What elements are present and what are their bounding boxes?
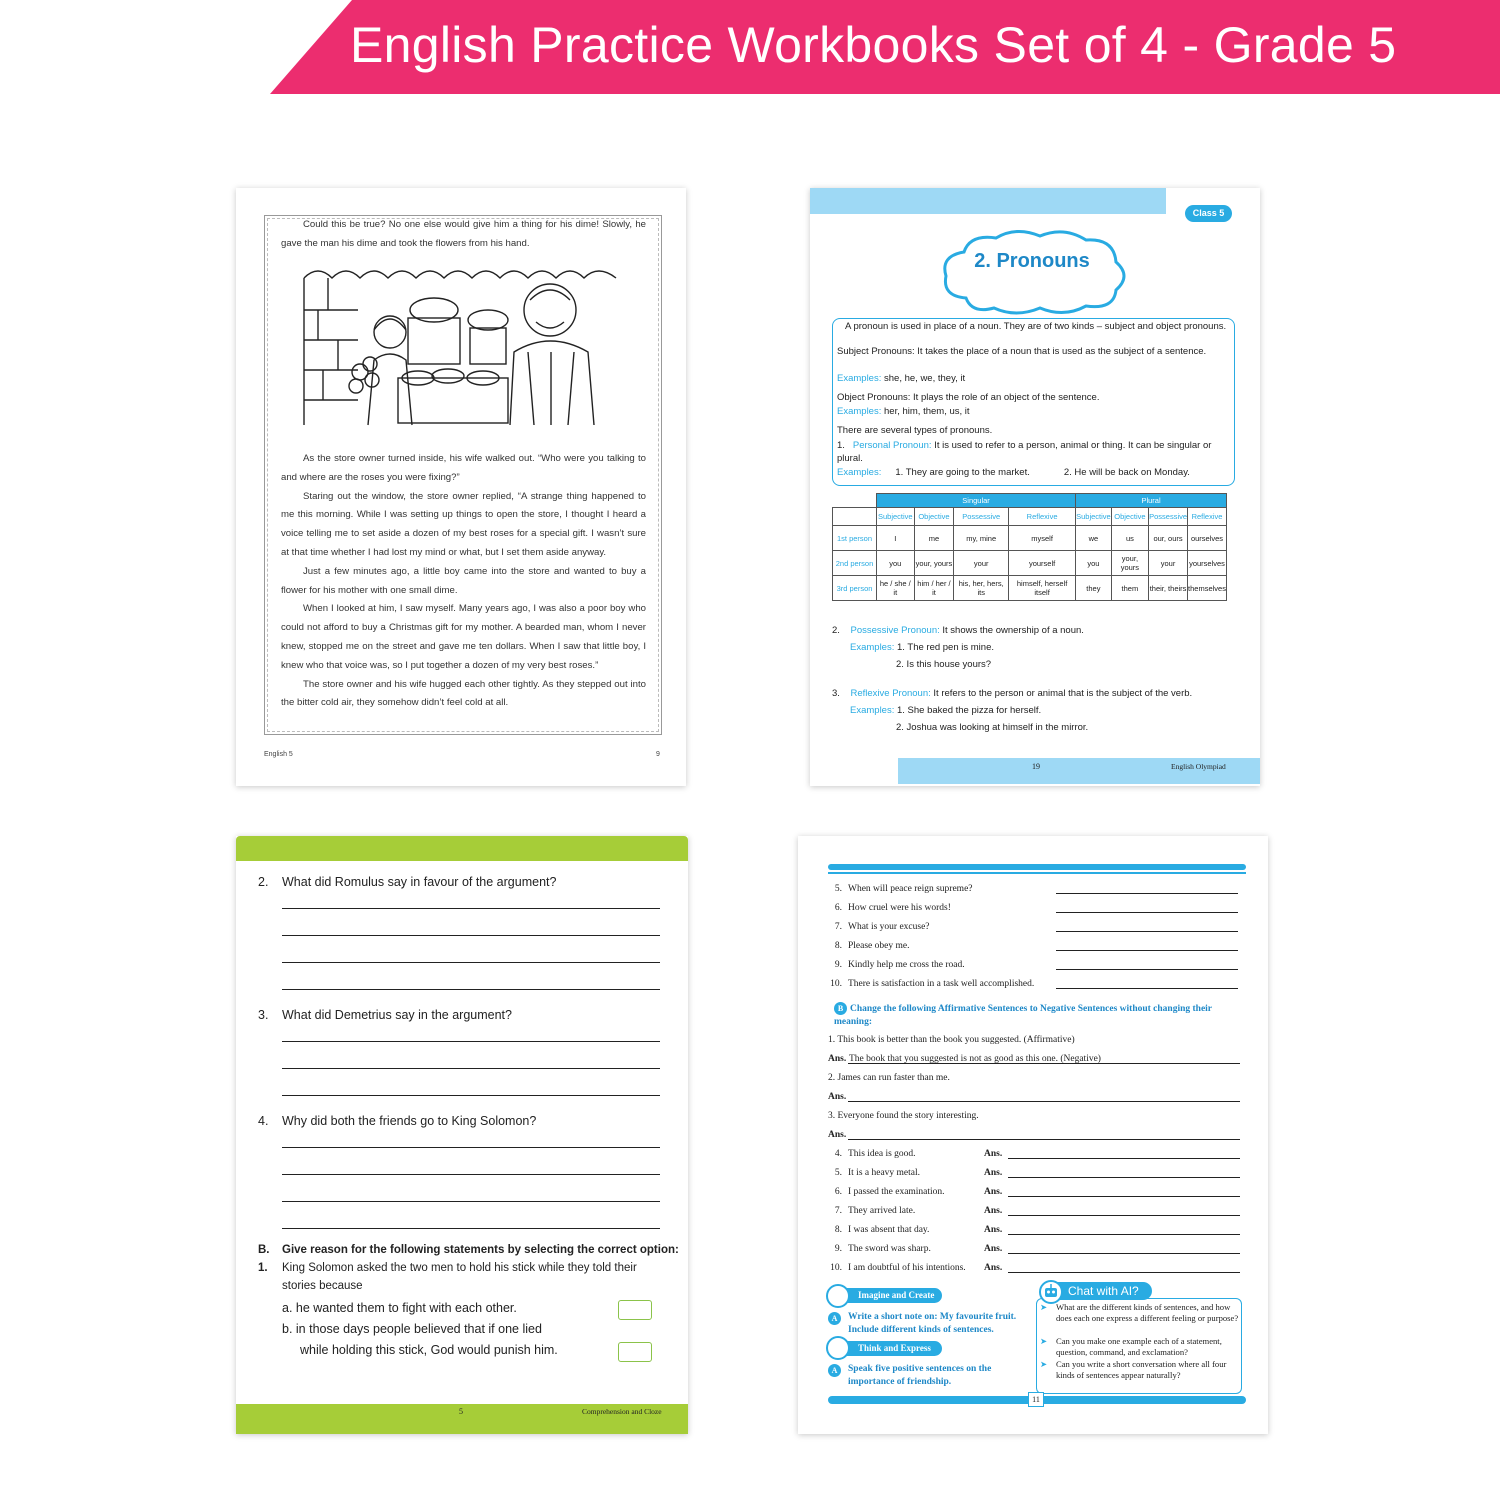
head-icon	[826, 1336, 850, 1360]
answer-line[interactable]	[1056, 969, 1238, 970]
section-b-heading: B. Give reason for the following statements by selecting the correct option:	[258, 1244, 679, 1256]
ans-label: Ans.	[828, 1130, 847, 1140]
answer-line[interactable]	[282, 1228, 660, 1229]
list-item: 10. There is satisfaction in a task well accomplished.	[830, 979, 1035, 989]
answer-line[interactable]	[282, 962, 660, 963]
ans-label: Ans.	[984, 1206, 1003, 1216]
reflexive-example-1: Examples: 1. She baked the pizza for herself.	[850, 705, 1042, 716]
list-item: 5. It is a heavy metal.	[834, 1168, 921, 1178]
definition-text: A pronoun is used in place of a noun. They are of two kinds – subject and object pronouns.	[845, 321, 1227, 332]
ans-label: Ans.	[828, 1054, 847, 1064]
top-rule	[828, 864, 1246, 870]
subject-pronoun-text: Subject Pronouns: It takes the place of a noun that is used as the subject of a sentence.	[837, 346, 1207, 357]
story-body	[281, 450, 646, 713]
answer-line[interactable]	[1056, 931, 1238, 932]
ans-label: Ans.	[984, 1187, 1003, 1197]
list-item: 5. When will peace reign supreme?	[834, 884, 973, 894]
column-header: Possessive	[954, 508, 1009, 526]
table-cell: we	[1076, 526, 1112, 551]
b1-statement-line-1: King Solomon asked the two men to hold his stick while they told their	[282, 1262, 637, 1274]
list-item: 7. What is your excuse?	[834, 922, 930, 932]
personal-pronoun-text: 1. Personal Pronoun: It is used to refer to a person, animal or thing. It can be singular or plural.	[837, 440, 1212, 464]
ai-prompt: ➤ Can you make one example each of a statement, question, command, and exclamation?	[1042, 1336, 1240, 1358]
personal-examples: Examples: 1. They are going to the market. 2. He will be back on Monday.	[837, 467, 1190, 478]
answer-line[interactable]	[1008, 1177, 1240, 1178]
group-singular: Singular	[877, 494, 1076, 508]
answer-line[interactable]	[1008, 1253, 1240, 1254]
table-cell: you	[877, 551, 915, 576]
table-cell: your, yours	[914, 551, 954, 576]
table-cell: ourselves	[1188, 526, 1227, 551]
types-text: There are several types of pronouns.	[837, 425, 993, 436]
pronoun-title: 2. Pronouns	[974, 250, 1090, 272]
story-intro: Could this be true? No one else would give him a thing for his dime! Slowly, he gave the man his dime and took the flowers from his hand.	[281, 219, 646, 249]
option-b-line-2: while holding this stick, God would punish him.	[300, 1343, 558, 1357]
think-badge: A	[828, 1364, 844, 1378]
list-item: 9. Kindly help me cross the road.	[834, 960, 965, 970]
list-item: 6. How cruel were his words!	[834, 903, 951, 913]
ai-prompt: ➤ Can you write a short conversation where all four kinds of sentences appear naturally?	[1042, 1359, 1240, 1381]
table-cell: myself	[1009, 526, 1076, 551]
answer-line[interactable]	[282, 908, 660, 909]
answer-line[interactable]	[282, 935, 660, 936]
column-header: Objective	[914, 508, 954, 526]
question-top-bar	[236, 836, 688, 861]
table-cell: his, her, hers, its	[954, 576, 1009, 601]
answer-line[interactable]	[282, 1068, 660, 1069]
possessive-example-2: 2. Is this house yours?	[896, 659, 992, 670]
list-item: 4. This idea is good.	[834, 1149, 916, 1159]
b3-sentence: 3. Everyone found the story interesting.	[828, 1111, 979, 1121]
answer-line[interactable]	[848, 1063, 1240, 1064]
answer-line[interactable]	[1056, 893, 1238, 894]
class-badge: Class 5	[1185, 205, 1232, 222]
ans-label: Ans.	[984, 1244, 1003, 1254]
answer-line[interactable]	[1008, 1215, 1240, 1216]
table-cell: themselves	[1188, 576, 1227, 601]
list-item: 9. The sword was sharp.	[834, 1244, 931, 1254]
table-cell: them	[1111, 576, 1148, 601]
table-cell: us	[1111, 526, 1148, 551]
list-item: 6. I passed the examination.	[834, 1187, 945, 1197]
story-paragraph: Staring out the window, the store owner replied, “A strange thing happened to me this morning. While I was setting up things to open the store, I thought I heard a voice telling me to set aside a dozen of my best roses for a special gift. I wasn’t sure at that time whether I had lost my mind or what, but I set them aside anyway.	[281, 490, 646, 558]
table-blank	[833, 508, 877, 526]
imagine-create-pill: Imagine and Create	[830, 1288, 942, 1303]
table-cell: our, ours	[1149, 526, 1188, 551]
ai-prompt: ➤ What are the different kinds of sentences, and how does each one express a different feeling or purpose?	[1042, 1302, 1240, 1324]
ans-label: Ans.	[984, 1263, 1003, 1273]
question-footer-name: Comprehension and Cloze	[582, 1407, 662, 1416]
table-cell: your	[1149, 551, 1188, 576]
table-cell: they	[1076, 576, 1112, 601]
question-page	[236, 836, 688, 1434]
imagine-badge: A	[828, 1312, 844, 1326]
robot-icon	[1039, 1280, 1063, 1304]
column-header: Subjective	[1076, 508, 1112, 526]
table-cell: your	[954, 551, 1009, 576]
story-footer-left: English 5	[264, 751, 293, 758]
list-item: 8. Please obey me.	[834, 941, 910, 951]
row-header: 2nd person	[833, 551, 877, 576]
possessive-pronoun-text: 2. Possessive Pronoun: It shows the ownership of a noun.	[832, 625, 1084, 636]
option-b-checkbox[interactable]	[618, 1342, 652, 1362]
answer-line[interactable]	[1008, 1196, 1240, 1197]
story-paragraph: Just a few minutes ago, a little boy came into the store and wanted to buy a flower for his mother with one small dime.	[281, 565, 646, 596]
pronoun-footer-name: English Olympiad	[1171, 762, 1226, 771]
object-examples: Examples: her, him, them, us, it	[837, 406, 970, 417]
table-cell: he / she / it	[877, 576, 915, 601]
story-page	[236, 188, 686, 786]
imagine-prompt: Write a short note on: My favourite fruit. Include different kinds of sentences.	[848, 1312, 1017, 1335]
ans-label: Ans.	[984, 1168, 1003, 1178]
answer-line[interactable]	[1056, 950, 1238, 951]
answer-line[interactable]	[1056, 912, 1238, 913]
answer-line[interactable]	[1056, 988, 1238, 989]
table-cell: yourselves	[1188, 551, 1227, 576]
table-cell: yourself	[1009, 551, 1076, 576]
table-cell: my, mine	[954, 526, 1009, 551]
table-cell: I	[877, 526, 915, 551]
reflexive-pronoun-text: 3. Reflexive Pronoun: It refers to the person or animal that is the subject of the verb.	[832, 688, 1193, 699]
table-cell: your, yours	[1111, 551, 1148, 576]
list-item: 8. I was absent that day.	[834, 1225, 930, 1235]
answer-line[interactable]	[1008, 1272, 1240, 1273]
think-express-pill: Think and Express	[830, 1341, 942, 1356]
answer-line[interactable]	[1008, 1158, 1240, 1159]
subject-examples: Examples: she, he, we, they, it	[837, 373, 966, 384]
table-row	[833, 526, 1227, 551]
story-page-number: 9	[656, 751, 660, 758]
option-a-checkbox[interactable]	[618, 1300, 652, 1320]
answer-line[interactable]	[282, 1201, 660, 1202]
table-row	[833, 551, 1227, 576]
top-rule-thin	[828, 872, 1246, 874]
answer-line[interactable]	[282, 1174, 660, 1175]
column-header: Subjective	[877, 508, 915, 526]
b1-statement-line-2: stories because	[282, 1280, 363, 1292]
flower-shop-illustration	[298, 260, 622, 430]
answer-line[interactable]	[282, 989, 660, 990]
column-header: Possessive	[1149, 508, 1188, 526]
title-banner	[0, 0, 1500, 94]
option-a: a. he wanted them to fight with each other.	[282, 1301, 517, 1315]
b2-sentence: 2. James can run faster than me.	[828, 1073, 950, 1083]
reflexive-example-2: 2. Joshua was looking at himself in the mirror.	[896, 722, 1089, 733]
b1-sentence: 1. This book is better than the book you suggested. (Affirmative)	[828, 1035, 1075, 1045]
list-item: 10. I am doubtful of his intentions.	[830, 1263, 966, 1273]
answer-line[interactable]	[282, 1147, 660, 1148]
answer-line[interactable]	[282, 1095, 660, 1096]
answer-line[interactable]	[282, 1041, 660, 1042]
table-cell: him / her / it	[914, 576, 954, 601]
answer-line[interactable]	[848, 1101, 1240, 1102]
b1-number: 1.	[258, 1262, 268, 1274]
sentence-page	[798, 836, 1268, 1434]
answer-line[interactable]	[848, 1139, 1240, 1140]
object-pronoun-text: Object Pronouns: It plays the role of an object of the sentence.	[837, 392, 1100, 403]
section-b-heading: B Change the following Affirmative Sentences to Negative Sentences without changing their meaning:	[834, 1004, 1212, 1027]
table-cell: you	[1076, 551, 1112, 576]
ans-label: Ans.	[984, 1225, 1003, 1235]
story-paragraph: When I looked at him, I saw myself. Many years ago, I was also a poor boy who could not afford to buy a Christmas gift for my mother. A bearded man, whom I never knew, stopped me on the street and gave me ten dollars. When I saw that little boy, I knew who that voice was, so I put together a dozen of my very best roses.”	[281, 603, 646, 671]
chat-ai-title: Chat with AI?	[1046, 1282, 1152, 1300]
question-4: 4. Why did both the friends go to King Solomon?	[258, 1114, 537, 1128]
row-header: 1st person	[833, 526, 877, 551]
column-header: Objective	[1111, 508, 1148, 526]
banner-title: English Practice Workbooks Set of 4 - Grade 5	[350, 17, 1397, 73]
story-paragraph: As the store owner turned inside, his wife walked out. “Who were you talking to and where are the roses you were fixing?”	[281, 453, 646, 483]
table-cell: their, theirs	[1149, 576, 1188, 601]
option-b-line-1: b. in those days people believed that if one lied	[282, 1322, 542, 1336]
ans-label: Ans.	[984, 1149, 1003, 1159]
question-2: 2. What did Romulus say in favour of the argument?	[258, 875, 557, 889]
row-header: 3rd person	[833, 576, 877, 601]
possessive-example-1: Examples: 1. The red pen is mine.	[850, 642, 994, 653]
column-header: Reflexive	[1188, 508, 1227, 526]
pronoun-page	[810, 188, 1260, 786]
table-cell: himself, herself itself	[1009, 576, 1076, 601]
lightbulb-icon	[826, 1284, 850, 1308]
list-item: 7. They arrived late.	[834, 1206, 916, 1216]
column-header: Reflexive	[1009, 508, 1076, 526]
think-prompt: Speak five positive sentences on the importance of friendship.	[848, 1364, 992, 1387]
b1-answer: The book that you suggested is not as good as this one. (Negative)	[849, 1054, 1101, 1064]
section-b-badge: B	[834, 1002, 847, 1015]
group-plural: Plural	[1076, 494, 1227, 508]
story-paragraph: The store owner and his wife hugged each other tightly. As they stepped out into the bitter cold air, they somehow didn’t feel cold at all.	[281, 678, 646, 709]
pronoun-table	[832, 493, 1227, 601]
pronoun-page-number: 19	[1032, 762, 1040, 771]
question-page-number: 5	[459, 1407, 463, 1416]
table-row	[833, 576, 1227, 601]
pronoun-top-bar	[810, 188, 1166, 214]
ans-label: Ans.	[828, 1092, 847, 1102]
question-3: 3. What did Demetrius say in the argument?	[258, 1008, 512, 1022]
table-cell: me	[914, 526, 954, 551]
answer-line[interactable]	[1008, 1234, 1240, 1235]
sentence-page-number: 11	[1028, 1392, 1044, 1407]
table-corner	[833, 494, 877, 508]
